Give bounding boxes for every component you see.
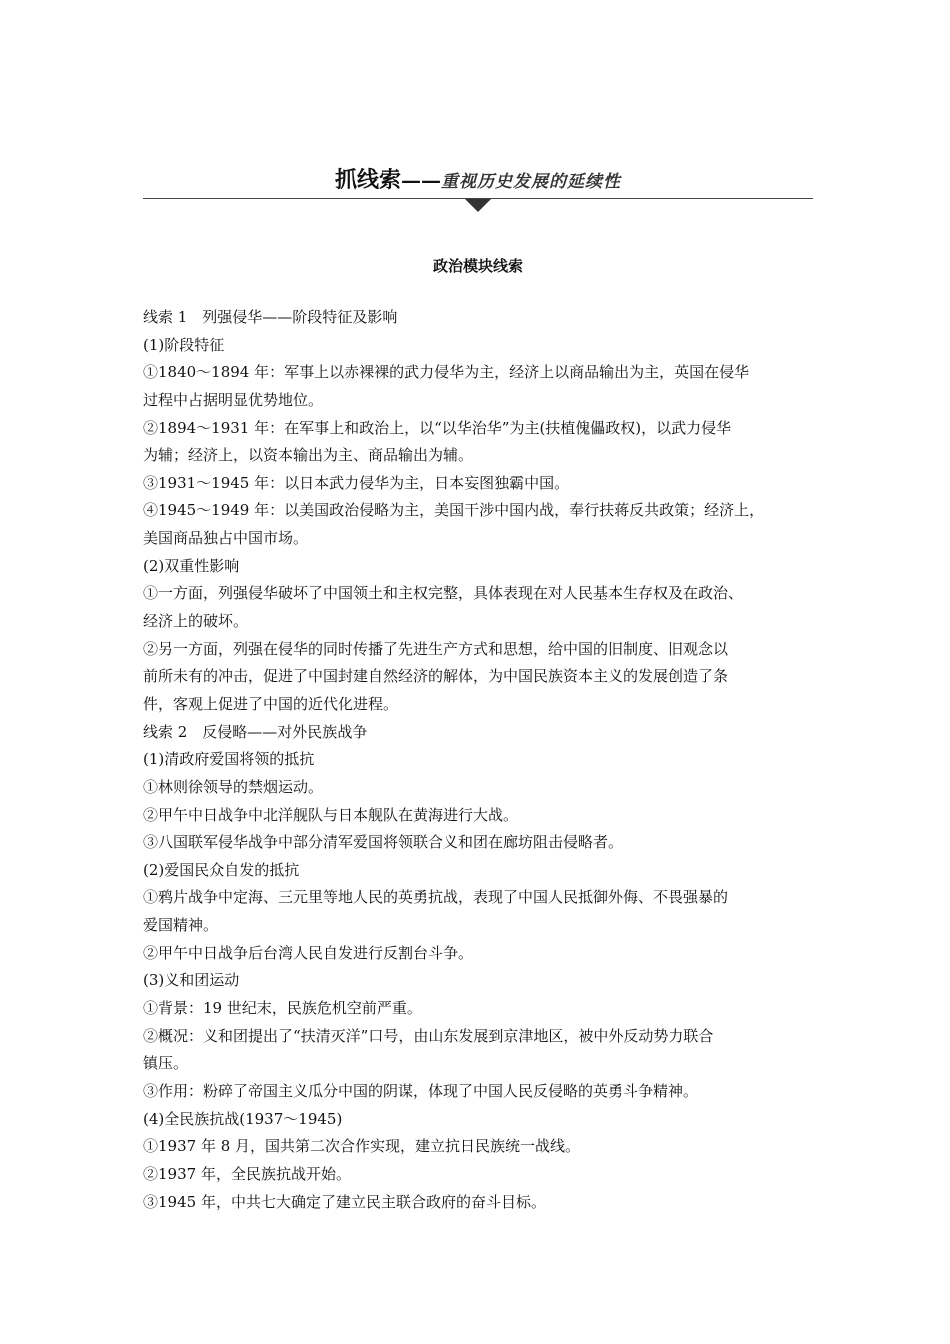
text-line: 为辅；经济上，以资本输出为主、商品输出为辅。 xyxy=(143,446,474,465)
text-line: 经济上的破坏。 xyxy=(143,612,249,631)
text-line: ①一方面，列强侵华破坏了中国领土和主权完整，具体表现在对人民基本生存权及在政治、 xyxy=(143,584,744,603)
text-line: (4)全民族抗战(1937～1945) xyxy=(143,1109,343,1128)
header-title-sub: 重视历史发展的延续性 xyxy=(441,172,621,192)
text-line: ③八国联军侵华战争中部分清军爱国将领联合义和团在廊坊阻击侵略者。 xyxy=(143,833,624,852)
text-line: ①1840～1894 年：军事上以赤裸裸的武力侵华为主，经济上以商品输出为主，英国在侵华 xyxy=(143,363,750,382)
text-line: ①鸦片战争中定海、三元里等地人民的英勇抗战，表现了中国人民抵御外侮、不畏强暴的 xyxy=(143,888,729,907)
text-line: ②概况：义和团提出了“扶清灭洋”口号，由山东发展到京津地区，被中外反动势力联合 xyxy=(143,1026,714,1045)
text-line: ①林则徐领导的禁烟运动。 xyxy=(143,777,324,796)
text-line: (2)爱国民众自发的抵抗 xyxy=(143,860,300,879)
page-header xyxy=(143,165,813,215)
text-line: 线索 1 列强侵华——阶段特征及影响 xyxy=(143,308,398,326)
text-line: 前所未有的冲击，促进了中国封建自然经济的解体，为中国民族资本主义的发展创造了条 xyxy=(143,667,729,686)
document-body xyxy=(143,304,815,1216)
text-line: ②甲午中日战争后台湾人民自发进行反割台斗争。 xyxy=(143,943,474,962)
text-line: 件，客观上促进了中国的近代化进程。 xyxy=(143,694,399,713)
triangle-down-icon xyxy=(465,199,491,212)
text-line: ①背景：19 世纪末，民族危机空前严重。 xyxy=(143,999,422,1018)
section-title: 政治模块线索 xyxy=(432,257,523,275)
text-line: (3)义和团运动 xyxy=(143,971,240,990)
header-title-main: 抓线索 xyxy=(334,168,401,193)
header-title xyxy=(143,165,813,197)
text-line: (2)双重性影响 xyxy=(143,556,240,575)
text-line: ④1945～1949 年：以美国政治侵略为主，美国干涉中国内战，奉行扶蒋反共政策；经济上， xyxy=(143,501,765,520)
text-line: 美国商品独占中国市场。 xyxy=(143,529,309,548)
text-line: 线索 2 反侵略——对外民族战争 xyxy=(143,722,368,741)
text-line: (1)清政府爱国将领的抵抗 xyxy=(143,750,315,769)
text-line: (1)阶段特征 xyxy=(143,335,225,354)
text-line: ②甲午中日战争中北洋舰队与日本舰队在黄海进行大战。 xyxy=(143,805,519,824)
text-line: ②1894～1931 年：在军事上和政治上，以“以华治华”为主(扶植傀儡政权)，以武力侵华 xyxy=(143,418,732,437)
text-line: ③1945 年，中共七大确定了建立民主联合政府的奋斗目标。 xyxy=(143,1192,546,1211)
text-line: ③作用：粉碎了帝国主义瓜分中国的阴谋，体现了中国人民反侵略的英勇斗争精神。 xyxy=(143,1081,699,1100)
text-line: ③1931～1945 年：以日本武力侵华为主，日本妄图独霸中国。 xyxy=(143,473,570,492)
text-line: 镇压。 xyxy=(143,1054,189,1073)
header-title-dash: —— xyxy=(401,168,441,192)
text-line: ①1937 年 8 月，国共第二次合作实现，建立抗日民族统一战线。 xyxy=(143,1137,581,1156)
text-line: ②1937 年，全民族抗战开始。 xyxy=(143,1164,351,1183)
text-line: 爱国精神。 xyxy=(143,916,219,935)
text-line: 过程中占据明显优势地位。 xyxy=(143,390,324,409)
text-line: ②另一方面，列强在侵华的同时传播了先进生产方式和思想，给中国的旧制度、旧观念以 xyxy=(143,639,729,658)
